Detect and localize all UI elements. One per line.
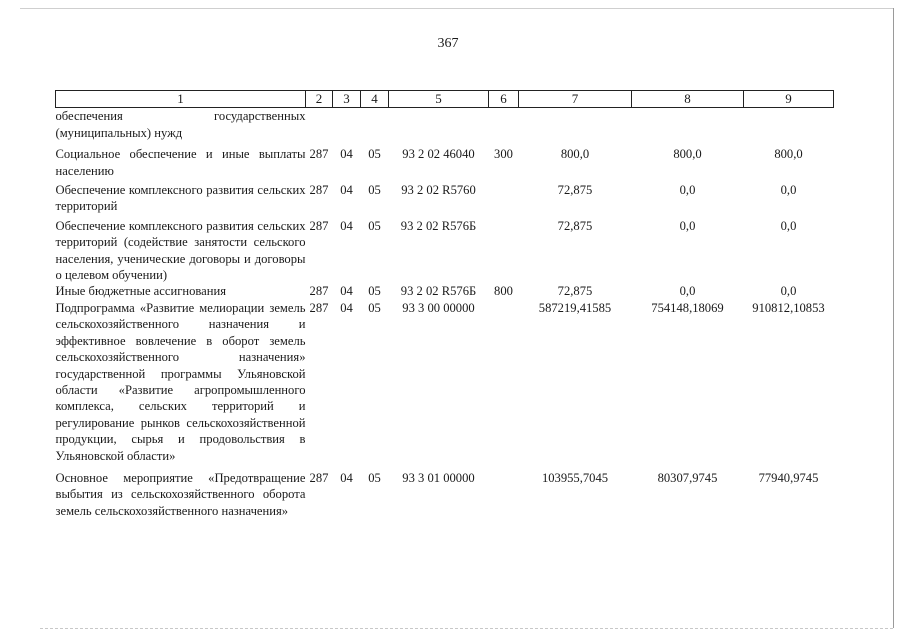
row-name-cell: Иные бюджетные ассигнования xyxy=(55,284,227,299)
amount-year-2-cell: 0,0 xyxy=(679,284,696,299)
scan-edge-top xyxy=(20,8,893,9)
subsection-cell: 05 xyxy=(368,183,381,198)
table-body xyxy=(56,108,834,519)
subsection-cell: 05 xyxy=(368,470,381,485)
column-header: 9 xyxy=(744,91,834,108)
admin-code-cell: 287 xyxy=(309,183,329,198)
admin-code-cell: 287 xyxy=(309,284,329,299)
section-cell: 04 xyxy=(340,147,353,162)
amount-year-3-cell xyxy=(744,108,834,141)
row-name-cell: обеспечения государственных (муниципальных) нужд xyxy=(55,109,306,140)
table-row xyxy=(56,215,834,284)
amount-year-3-cell: 0,0 xyxy=(780,218,797,233)
table-row xyxy=(56,141,834,179)
admin-code-cell: 287 xyxy=(309,147,329,162)
expense-type-cell xyxy=(489,464,519,519)
subsection-cell: 05 xyxy=(368,284,381,299)
row-name-cell: Обеспечение комплексного развития сельских территорий xyxy=(55,183,306,214)
target-article-cell: 93 3 00 00000 xyxy=(402,300,475,315)
admin-code-cell: 287 xyxy=(309,470,329,485)
target-article-cell: 93 2 02 R576Б xyxy=(400,218,477,233)
amount-year-1-cell: 72,875 xyxy=(557,218,593,233)
target-article-cell xyxy=(389,108,489,141)
amount-year-1-cell: 587219,41585 xyxy=(538,300,612,315)
table-row xyxy=(56,179,834,215)
target-article-cell: 93 2 02 46040 xyxy=(402,147,475,162)
table-row xyxy=(56,300,834,464)
table-header-row xyxy=(56,91,834,108)
row-name-cell: Основное мероприятие «Предотвращение выбытия из сельскохозяйственного оборота земель сельскохозяйственного назначения» xyxy=(55,470,306,518)
admin-code-cell: 287 xyxy=(309,300,329,315)
amount-year-2-cell: 80307,9745 xyxy=(657,470,718,485)
expense-type-cell xyxy=(489,108,519,141)
section-cell: 04 xyxy=(340,284,353,299)
admin-code-cell xyxy=(306,108,333,141)
table-row xyxy=(56,108,834,141)
expense-type-cell: 300 xyxy=(494,147,513,162)
scan-edge-right xyxy=(893,8,894,628)
amount-year-2-cell: 0,0 xyxy=(679,183,696,198)
expense-type-cell xyxy=(489,300,519,464)
amount-year-1-cell: 72,875 xyxy=(557,183,593,198)
column-header: 1 xyxy=(56,91,306,108)
amount-year-1-cell: 72,875 xyxy=(557,284,593,299)
amount-year-1-cell: 800,0 xyxy=(560,147,590,162)
target-article-cell: 93 2 02 R576Б xyxy=(400,284,477,299)
expense-type-cell xyxy=(489,179,519,215)
amount-year-3-cell: 0,0 xyxy=(780,183,797,198)
column-header: 2 xyxy=(306,91,333,108)
expense-type-cell: 800 xyxy=(494,284,513,299)
column-header: 4 xyxy=(361,91,389,108)
subsection-cell: 05 xyxy=(368,147,381,162)
amount-year-1-cell: 103955,7045 xyxy=(541,470,609,485)
target-article-cell: 93 2 02 R5760 xyxy=(401,183,476,198)
section-cell: 04 xyxy=(340,218,353,233)
amount-year-2-cell: 0,0 xyxy=(679,218,696,233)
column-header: 7 xyxy=(519,91,632,108)
column-header: 5 xyxy=(389,91,489,108)
column-header: 3 xyxy=(333,91,361,108)
row-name-cell: Подпрограмма «Развитие мелиорации земель сельскохозяйственного назначения и эффективное вовлечение в оборот земель сельскохозяйственного назначения» государственной программы Ульяновской области «Развитие агропромышленного комплекса, сельских территорий и регулирование рынков сельскохозяйственной продукции, сырья и продовольствия в Ульяновской области» xyxy=(55,300,306,463)
section-cell: 04 xyxy=(340,300,353,315)
section-cell: 04 xyxy=(340,470,353,485)
row-name-cell: Обеспечение комплексного развития сельских территорий (содействие занятости сельского населения, ученические договоры и договоры о целевом обучении) xyxy=(55,218,306,283)
column-header: 8 xyxy=(632,91,744,108)
amount-year-3-cell: 910812,10853 xyxy=(752,300,825,315)
amount-year-3-cell: 0,0 xyxy=(780,284,797,299)
column-header: 6 xyxy=(489,91,519,108)
page-number: 367 xyxy=(437,36,459,51)
table-row xyxy=(56,464,834,519)
amount-year-3-cell: 800,0 xyxy=(774,147,803,162)
scan-edge-bottom xyxy=(40,628,893,630)
expense-type-cell xyxy=(489,215,519,284)
subsection-cell: 05 xyxy=(368,218,381,233)
amount-year-2-cell xyxy=(632,108,744,141)
admin-code-cell: 287 xyxy=(309,218,329,233)
amount-year-3-cell: 77940,9745 xyxy=(758,470,819,485)
budget-table xyxy=(55,90,834,519)
section-cell xyxy=(333,108,361,141)
amount-year-1-cell xyxy=(519,108,632,141)
section-cell: 04 xyxy=(340,183,353,198)
amount-year-2-cell: 800,0 xyxy=(673,147,702,162)
row-name-cell: Социальное обеспечение и иные выплаты населению xyxy=(55,147,306,178)
amount-year-2-cell: 754148,18069 xyxy=(651,300,724,315)
subsection-cell: 05 xyxy=(368,300,381,315)
table-row xyxy=(56,283,834,299)
target-article-cell: 93 3 01 00000 xyxy=(402,470,475,485)
subsection-cell xyxy=(361,108,389,141)
